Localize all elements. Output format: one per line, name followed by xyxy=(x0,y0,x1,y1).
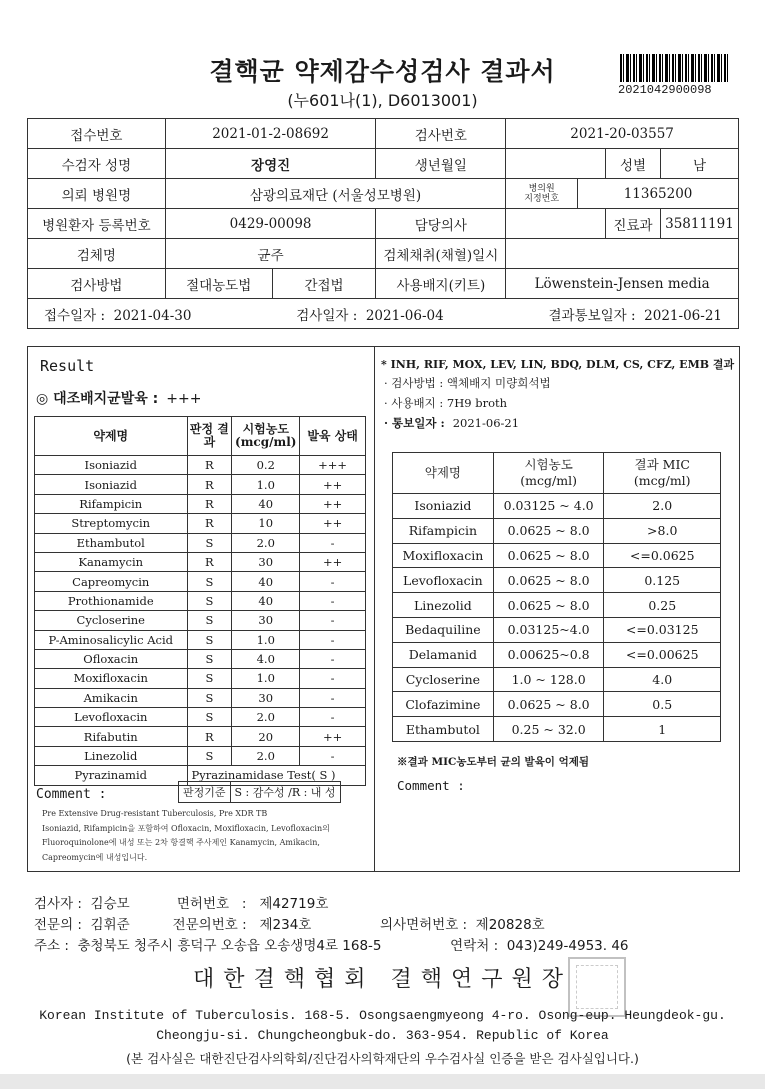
table-row xyxy=(35,688,366,707)
hospital-code-label-1: 병의원 xyxy=(528,183,555,194)
pza-test: Pyrazinamidase Test( S ) xyxy=(187,766,366,785)
dst-drug: Moxifloxacin xyxy=(35,669,188,688)
mic-medium: · 사용배지 : 7H9 broth xyxy=(384,396,508,410)
tested-label: 검사일자 : xyxy=(296,307,358,324)
table-row xyxy=(393,568,721,593)
mic-drug: Ethambutol xyxy=(393,717,494,742)
dst-conc: 40 xyxy=(232,494,300,513)
table-row xyxy=(35,708,366,727)
dst-result: S xyxy=(187,649,232,668)
patient-name: 장영진 xyxy=(165,149,376,179)
dst-drug: Linezolid xyxy=(35,746,188,765)
table-row xyxy=(393,518,721,543)
table-row xyxy=(35,533,366,552)
table-row xyxy=(393,617,721,642)
mic-conc: 0.00625~0.8 xyxy=(493,642,604,667)
mic-result: >8.0 xyxy=(604,518,721,543)
dst-conc: 2.0 xyxy=(232,708,300,727)
dst-growth: - xyxy=(300,630,366,649)
hospital-code-label xyxy=(506,179,578,209)
table-row xyxy=(35,475,366,494)
hospital-code-label-2: 지정번호 xyxy=(524,193,560,204)
reported-label: 결과통보일자 : xyxy=(548,307,636,324)
barcode-number: 2021042900098 xyxy=(618,83,712,97)
dst-drug: Ofloxacin xyxy=(35,649,188,668)
dst-drug: Rifampicin xyxy=(35,494,188,513)
organization-english-line-1: Korean Institute of Tuberculosis. 168-5. Osongsaengmyeong 4-ro. Osong-eup. Heungdeok-gu. xyxy=(39,1008,726,1023)
test-no: 2021-20-03557 xyxy=(506,119,739,149)
test-no-label: 검사번호 xyxy=(376,119,506,149)
reg-no-label: 병원환자 등록번호 xyxy=(28,209,166,239)
dst-conc: 40 xyxy=(232,572,300,591)
dst-drug: Capreomycin xyxy=(35,572,188,591)
receipt-no: 2021-01-2-08692 xyxy=(165,119,376,149)
left-comment-label: Comment : xyxy=(36,787,107,802)
dst-conc: 30 xyxy=(232,611,300,630)
collect-label: 검체채취(채혈)일시 xyxy=(376,239,506,269)
certification-note: (본 검사실은 대한진단검사의학회/진단검사의학재단의 우수검사실 인증을 받은 검사실입니다.) xyxy=(126,1051,639,1066)
mic-conc: 0.25 ~ 32.0 xyxy=(493,717,604,742)
dst-conc: 30 xyxy=(232,552,300,571)
dst-col-drug: 약제명 xyxy=(35,417,188,456)
dates-row xyxy=(28,299,739,329)
mic-result: <=0.03125 xyxy=(604,617,721,642)
mic-heading: * INH, RIF, MOX, LEV, LIN, BDQ, DLM, CS, CFZ, EMB 결과 xyxy=(381,358,735,371)
mic-result: 2.0 xyxy=(604,494,721,519)
reported-value: 2021-06-21 xyxy=(644,307,722,324)
mic-conc: 0.0625 ~ 8.0 xyxy=(493,593,604,618)
mic-result: <=0.00625 xyxy=(604,642,721,667)
dst-result: S xyxy=(187,708,232,727)
table-row xyxy=(35,611,366,630)
mic-conc: 1.0 ~ 128.0 xyxy=(493,667,604,692)
specimen-label: 검체명 xyxy=(28,239,166,269)
hospital-label: 의뢰 병원명 xyxy=(28,179,166,209)
dst-conc: 1.0 xyxy=(232,669,300,688)
mic-drug: Clofazimine xyxy=(393,692,494,717)
dst-growth: - xyxy=(300,533,366,552)
received-value: 2021-04-30 xyxy=(113,307,192,324)
medium: Löwenstein-Jensen media xyxy=(506,269,739,299)
dst-growth: ++ xyxy=(300,514,366,533)
criteria-label: 판정기준 xyxy=(179,782,231,803)
criteria-value: S : 감수성 /R : 내 성 xyxy=(230,782,340,803)
collect xyxy=(506,239,739,269)
dst-result: R xyxy=(187,494,232,513)
hospital: 삼광의료재단 (서울성모병원) xyxy=(165,179,505,209)
comment-line: Capreomycin에 내성입니다. xyxy=(42,852,148,862)
specimen: 균주 xyxy=(165,239,376,269)
dst-drug: Kanamycin xyxy=(35,552,188,571)
dst-drug: Amikacin xyxy=(35,688,188,707)
mic-result: 0.5 xyxy=(604,692,721,717)
dst-result: S xyxy=(187,669,232,688)
dst-col-result: 판정 결과 xyxy=(187,417,232,456)
reported-date xyxy=(548,304,722,324)
received-date xyxy=(44,304,191,324)
dst-conc: 40 xyxy=(232,591,300,610)
mic-drug: Levofloxacin xyxy=(393,568,494,593)
result-label: Result xyxy=(40,357,95,375)
document-subtitle: (누601나(1), D6013001) xyxy=(287,91,478,110)
dst-result: R xyxy=(187,456,232,475)
table-row xyxy=(393,642,721,667)
doctor-label: 담당의사 xyxy=(376,209,506,239)
mic-conc: 0.03125~4.0 xyxy=(493,617,604,642)
dst-result: S xyxy=(187,572,232,591)
dst-growth: - xyxy=(300,591,366,610)
dst-growth: ++ xyxy=(300,475,366,494)
mic-result: 4.0 xyxy=(604,667,721,692)
mic-result: 0.125 xyxy=(604,568,721,593)
dst-drug: Rifabutin xyxy=(35,727,188,746)
dob-label: 생년월일 xyxy=(376,149,506,179)
dst-growth: - xyxy=(300,572,366,591)
table-row xyxy=(35,494,366,513)
footer-specialist-line: 전문의 : 김휘준 전문의번호 : 제234호 의사면허번호 : 제20828호 xyxy=(34,917,545,933)
barcode xyxy=(620,54,728,82)
mic-note: ※결과 MIC농도부터 균의 발육이 억제됨 xyxy=(397,756,590,768)
mic-drug: Cycloserine xyxy=(393,667,494,692)
table-row xyxy=(35,649,366,668)
dst-result: S xyxy=(187,688,232,707)
mic-conc: 0.0625 ~ 8.0 xyxy=(493,692,604,717)
hospital-code: 11365200 xyxy=(578,179,739,209)
dst-growth: ++ xyxy=(300,727,366,746)
received-label: 접수일자 : xyxy=(44,307,106,324)
mic-drug: Bedaquiline xyxy=(393,617,494,642)
dst-result: S xyxy=(187,630,232,649)
dst-conc: 10 xyxy=(232,514,300,533)
method-label: 검사방법 xyxy=(28,269,166,299)
table-row xyxy=(35,591,366,610)
mic-report-date xyxy=(384,415,519,431)
mic-drug: Linezolid xyxy=(393,593,494,618)
dst-result: S xyxy=(187,591,232,610)
dst-conc: 1.0 xyxy=(232,475,300,494)
dst-growth: - xyxy=(300,688,366,707)
dst-drug: Isoniazid xyxy=(35,456,188,475)
dst-result: R xyxy=(187,475,232,494)
dst-growth: - xyxy=(300,649,366,668)
dst-result: R xyxy=(187,727,232,746)
footer-tester-line: 검사자 : 김승모 면허번호 : 제42719호 xyxy=(34,896,329,912)
mic-drug: Moxifloxacin xyxy=(393,543,494,568)
method-1: 절대농도법 xyxy=(165,269,272,299)
mic-table xyxy=(392,452,721,742)
dst-growth: - xyxy=(300,611,366,630)
mic-result: 0.25 xyxy=(604,593,721,618)
table-row xyxy=(35,552,366,571)
table-row xyxy=(35,630,366,649)
dst-drug: Ethambutol xyxy=(35,533,188,552)
dob xyxy=(506,149,606,179)
mic-report-date-label: · 통보일자 : xyxy=(384,416,445,430)
dst-growth: - xyxy=(300,708,366,727)
dst-conc: 1.0 xyxy=(232,630,300,649)
control-culture-label: ◎ 대조배지균발육 : xyxy=(36,391,159,407)
dst-growth: - xyxy=(300,746,366,765)
table-row xyxy=(35,669,366,688)
dst-table xyxy=(34,416,366,786)
dst-growth: - xyxy=(300,669,366,688)
dept-label: 진료과 xyxy=(606,209,661,239)
dst-result: R xyxy=(187,552,232,571)
tested-date xyxy=(296,304,443,324)
bottom-bar xyxy=(0,1074,765,1089)
mic-conc: 0.03125 ~ 4.0 xyxy=(493,494,604,519)
table-row xyxy=(35,572,366,591)
dst-result: S xyxy=(187,533,232,552)
comment-line: Fluoroquinolone에 내성 또는 2차 항결핵 주사제인 Kanamycin, Amikacin, xyxy=(42,838,320,847)
footer-address-line: 주소 : 충청북도 청주시 흥덕구 오송읍 오송생명4로 168-5 연락처 : 043)249-4953. 46 xyxy=(34,938,629,954)
dst-conc: 2.0 xyxy=(232,533,300,552)
document-title: 결핵균 약제감수성검사 결과서 xyxy=(209,57,556,86)
organization-english-line-2: Cheongju-si. Chungcheongbuk-do. 363-954. Republic of Korea xyxy=(156,1028,609,1043)
criteria-box xyxy=(178,781,341,803)
dst-col-growth: 발육 상태 xyxy=(300,417,366,456)
dst-growth: ++ xyxy=(300,494,366,513)
reg-no: 0429-00098 xyxy=(165,209,376,239)
table-row xyxy=(35,514,366,533)
organization-korean: 대한결핵협회 결핵연구원장 xyxy=(192,967,573,992)
dst-conc: 4.0 xyxy=(232,649,300,668)
dst-drug: Streptomycin xyxy=(35,514,188,533)
sex-label: 성별 xyxy=(606,149,661,179)
table-row xyxy=(393,593,721,618)
dst-drug: Cycloserine xyxy=(35,611,188,630)
dst-growth: ++ xyxy=(300,552,366,571)
dst-conc: 2.0 xyxy=(232,746,300,765)
patient-info-table xyxy=(27,118,739,329)
mic-drug: Isoniazid xyxy=(393,494,494,519)
mic-result: <=0.0625 xyxy=(604,543,721,568)
dst-drug: Isoniazid xyxy=(35,475,188,494)
table-row xyxy=(35,456,366,475)
mic-report-date-value: 2021-06-21 xyxy=(452,416,520,430)
mic-drug: Rifampicin xyxy=(393,518,494,543)
dst-drug: Levofloxacin xyxy=(35,708,188,727)
comment-line: Pre Extensive Drug-resistant Tuberculosis, Pre XDR TB xyxy=(42,809,268,818)
tested-value: 2021-06-04 xyxy=(365,307,444,324)
table-row xyxy=(35,727,366,746)
table-row xyxy=(35,746,366,765)
table-row xyxy=(393,543,721,568)
comment-line: Isoniazid, Rifampicin을 포함하여 Ofloxacin, Moxifloxacin, Levofloxacin의 xyxy=(42,823,330,833)
table-row xyxy=(393,692,721,717)
method-2: 간접법 xyxy=(272,269,376,299)
dst-conc: 20 xyxy=(232,727,300,746)
dst-drug: Prothionamide xyxy=(35,591,188,610)
dst-col-conc: 시험농도 (mcg/ml) xyxy=(232,417,300,456)
control-culture-value: +++ xyxy=(166,391,202,407)
dst-result: S xyxy=(187,746,232,765)
table-row xyxy=(393,667,721,692)
dst-conc: 30 xyxy=(232,688,300,707)
dst-drug: P-Aminosalicylic Acid xyxy=(35,630,188,649)
mic-col-conc: 시험농도 (mcg/ml) xyxy=(493,453,604,494)
mic-method: · 검사방법 : 액체배지 미량희석법 xyxy=(384,376,551,390)
table-row xyxy=(393,494,721,519)
sex: 남 xyxy=(660,149,738,179)
dst-result: R xyxy=(187,514,232,533)
dst-conc: 0.2 xyxy=(232,456,300,475)
mic-conc: 0.0625 ~ 8.0 xyxy=(493,518,604,543)
left-comment-body xyxy=(42,807,362,865)
mic-drug: Delamanid xyxy=(393,642,494,667)
mic-col-result: 결과 MIC (mcg/ml) xyxy=(604,453,721,494)
dst-growth: +++ xyxy=(300,456,366,475)
dst-result: S xyxy=(187,611,232,630)
receipt-no-label: 접수번호 xyxy=(28,119,166,149)
mic-result: 1 xyxy=(604,717,721,742)
dept: 35811191 xyxy=(660,209,738,239)
right-comment-label: Comment : xyxy=(397,778,465,793)
patient-name-label: 수검자 성명 xyxy=(28,149,166,179)
control-culture xyxy=(36,388,201,408)
pza-name: Pyrazinamid xyxy=(35,766,188,785)
mic-col-drug: 약제명 xyxy=(393,453,494,494)
mic-conc: 0.0625 ~ 8.0 xyxy=(493,568,604,593)
medium-label: 사용배지(키트) xyxy=(376,269,506,299)
table-row xyxy=(393,717,721,742)
mic-conc: 0.0625 ~ 8.0 xyxy=(493,543,604,568)
doctor xyxy=(506,209,606,239)
